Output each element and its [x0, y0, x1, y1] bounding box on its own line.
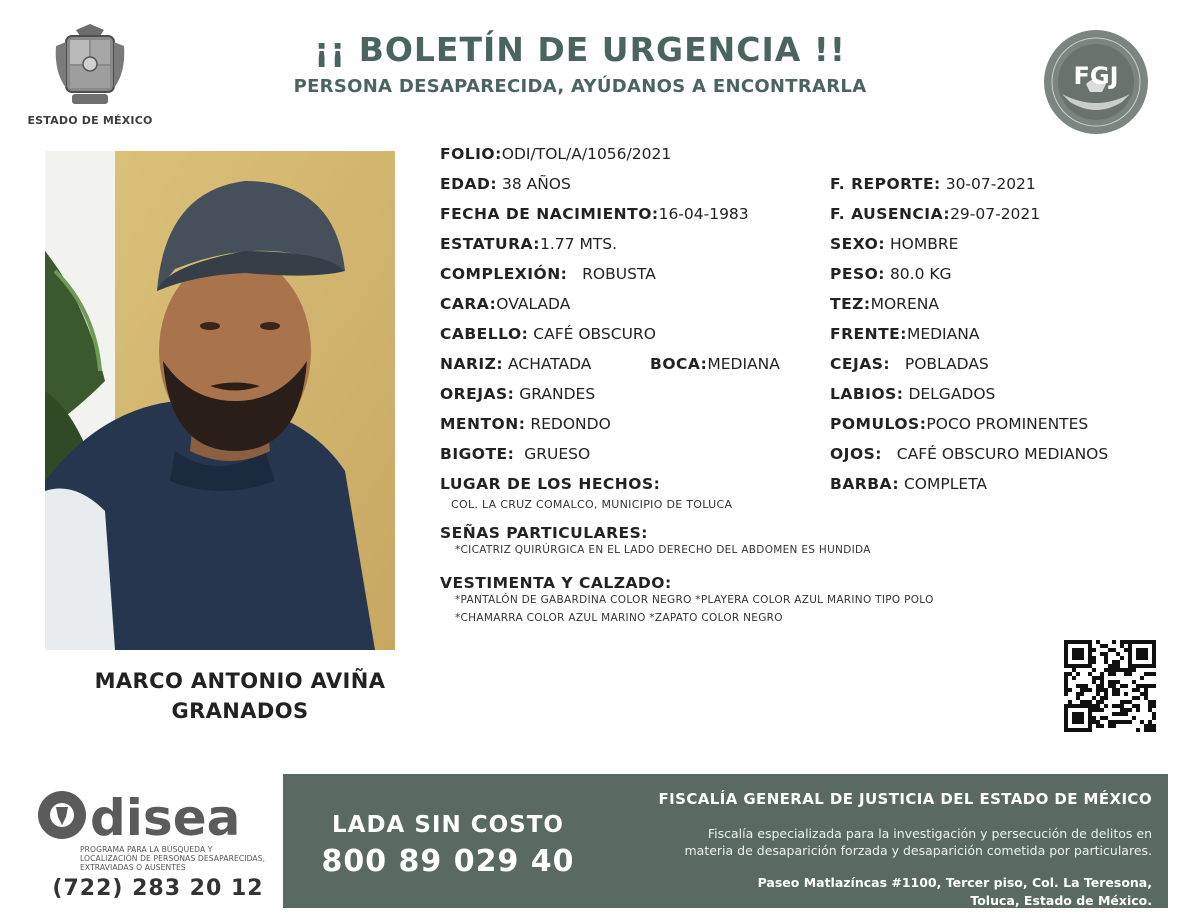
field-estatura-value: 1.77 MTS. [540, 235, 618, 253]
field-frente-value: MEDIANA [906, 325, 980, 343]
vestimenta-label: VESTIMENTA Y CALZADO: [440, 574, 672, 592]
field-orejas [440, 385, 595, 403]
field-tez-label: TEZ: [830, 295, 871, 313]
field-sexo [830, 235, 958, 253]
field-labios-label: LABIOS: [830, 385, 904, 403]
odisea-phone[interactable]: (722) 283 20 12 [52, 876, 264, 901]
fiscalia-desc-line2: materia de desaparición forzada y desaparición cometida por particulares. [684, 843, 1152, 858]
senas-label: SEÑAS PARTICULARES: [440, 524, 649, 542]
fgj-badge-text: FGJ [1073, 62, 1119, 90]
field-complexion-value: ROBUSTA [582, 265, 656, 283]
fiscalia-title: FISCALÍA GENERAL DE JUSTICIA DEL ESTADO DE MÉXICO [658, 790, 1152, 808]
person-name-line2: GRANADOS [171, 699, 309, 723]
field-f-ausencia-label: F. AUSENCIA: [830, 205, 951, 223]
address-line1: Paseo Matlazíncas #1100, Tercer piso, Col. La Teresona, [757, 875, 1152, 890]
field-f-reporte-label: F. REPORTE: [830, 175, 941, 193]
field-orejas-label: OREJAS: [440, 385, 515, 403]
field-cejas [830, 355, 989, 373]
lada-number[interactable]: 800 89 029 40 [321, 844, 575, 879]
lada-label: LADA SIN COSTO [332, 812, 564, 838]
lugar-value: COL. LA CRUZ COMALCO, MUNICIPIO DE TOLUCA [451, 498, 733, 511]
field-boca-label: BOCA: [650, 355, 708, 373]
field-complexion-label: COMPLEXIÓN: [440, 265, 568, 283]
field-fecha-nacimiento [440, 205, 749, 223]
fiscalia-description [600, 825, 1152, 859]
field-tez-value: MORENA [870, 295, 939, 313]
field-estatura [440, 235, 617, 253]
field-folio [440, 145, 671, 163]
field-labios-value: DELGADOS [908, 385, 996, 403]
field-pomulos [830, 415, 1088, 433]
field-orejas-value: GRANDES [519, 385, 596, 403]
bulletin-title: ¡¡ BOLETÍN DE URGENCIA !! [314, 30, 846, 69]
field-edad-value: 38 AÑOS [501, 175, 571, 193]
bulletin-subtitle: PERSONA DESAPARECIDA, AYÚDANOS A ENCONTRARLA [293, 76, 867, 97]
state-label: ESTADO DE MÉXICO [27, 114, 153, 127]
field-nariz [440, 355, 591, 373]
field-sexo-value: HOMBRE [889, 235, 959, 253]
field-ojos [830, 445, 1108, 463]
address-line2: Toluca, Estado de México. [970, 893, 1152, 908]
vestimenta-line2: *CHAMARRA COLOR AZUL MARINO *ZAPATO COLOR NEGRO [455, 612, 783, 624]
field-estatura-label: ESTATURA: [440, 235, 540, 253]
field-cabello [440, 325, 656, 343]
field-complexion [440, 265, 656, 283]
field-pomulos-label: POMULOS: [830, 415, 927, 433]
field-f-ausencia [830, 205, 1040, 223]
field-frente [830, 325, 979, 343]
field-nariz-label: NARIZ: [440, 355, 504, 373]
field-ojos-label: OJOS: [830, 445, 882, 463]
senas-value: *CICATRIZ QUIRÚRGICA EN EL LADO DERECHO DEL ABDOMEN ES HUNDIDA [455, 544, 871, 556]
field-cejas-value: POBLADAS [904, 355, 989, 373]
field-f-reporte [830, 175, 1036, 193]
field-boca-value: MEDIANA [707, 355, 780, 373]
field-barba-label: BARBA: [830, 475, 900, 493]
field-barba [830, 475, 987, 493]
field-peso-label: PESO: [830, 265, 885, 283]
field-cejas-label: CEJAS: [830, 355, 891, 373]
field-cara [440, 295, 570, 313]
field-nariz-value: ACHATADA [508, 355, 592, 373]
field-labios [830, 385, 995, 403]
field-fecha-nacimiento-value: 16-04-1983 [658, 205, 749, 223]
field-fecha-nacimiento-label: FECHA DE NACIMIENTO: [440, 205, 659, 223]
field-f-reporte-value: 30-07-2021 [945, 175, 1036, 193]
person-photo [45, 151, 395, 650]
field-cara-label: CARA: [440, 295, 497, 313]
field-cabello-label: CABELLO: [440, 325, 529, 343]
field-edad-label: EDAD: [440, 175, 498, 193]
vestimenta-line1: *PANTALÓN DE GABARDINA COLOR NEGRO *PLAYERA COLOR AZUL MARINO TIPO POLO [455, 594, 934, 606]
field-peso [830, 265, 952, 283]
person-name-line1: MARCO ANTONIO AVIÑA [94, 669, 386, 693]
odisea-brand-text: disea [90, 789, 241, 845]
odisea-caption: PROGRAMA PARA LA BÚSQUEDA Y LOCALIZACIÓN DE PERSONAS DESAPARECIDAS, EXTRAVIADAS O AUSENTES [80, 845, 266, 872]
field-ojos-value: CAFÉ OBSCURO MEDIANOS [896, 445, 1109, 463]
field-cara-value: OVALADA [496, 295, 571, 313]
field-sexo-label: SEXO: [830, 235, 886, 253]
field-folio-label: FOLIO: [440, 145, 502, 163]
field-peso-value: 80.0 KG [889, 265, 952, 283]
field-frente-label: FRENTE: [830, 325, 907, 343]
person-name [40, 666, 440, 726]
field-folio-value: ODI/TOL/A/1056/2021 [501, 145, 672, 163]
fiscalia-address [600, 874, 1152, 910]
field-edad [440, 175, 571, 193]
field-barba-value: COMPLETA [903, 475, 988, 493]
field-f-ausencia-value: 29-07-2021 [950, 205, 1041, 223]
field-bigote [440, 445, 590, 463]
field-menton-label: MENTON: [440, 415, 526, 433]
fgj-badge-icon [1042, 28, 1150, 136]
field-pomulos-value: POCO PROMINENTES [926, 415, 1089, 433]
field-bigote-value: GRUESO [524, 445, 591, 463]
field-cabello-value: CAFÉ OBSCURO [533, 325, 656, 343]
field-tez [830, 295, 939, 313]
lugar-label: LUGAR DE LOS HECHOS: [440, 475, 661, 493]
qr-code-icon[interactable] [1064, 640, 1156, 732]
field-menton [440, 415, 611, 433]
fiscalia-desc-line1: Fiscalía especializada para la investigación y persecución de delitos en [707, 826, 1152, 841]
field-boca [650, 355, 780, 373]
edomex-coat-of-arms-icon [52, 22, 128, 110]
field-menton-value: REDONDO [530, 415, 611, 433]
field-bigote-label: BIGOTE: [440, 445, 515, 463]
